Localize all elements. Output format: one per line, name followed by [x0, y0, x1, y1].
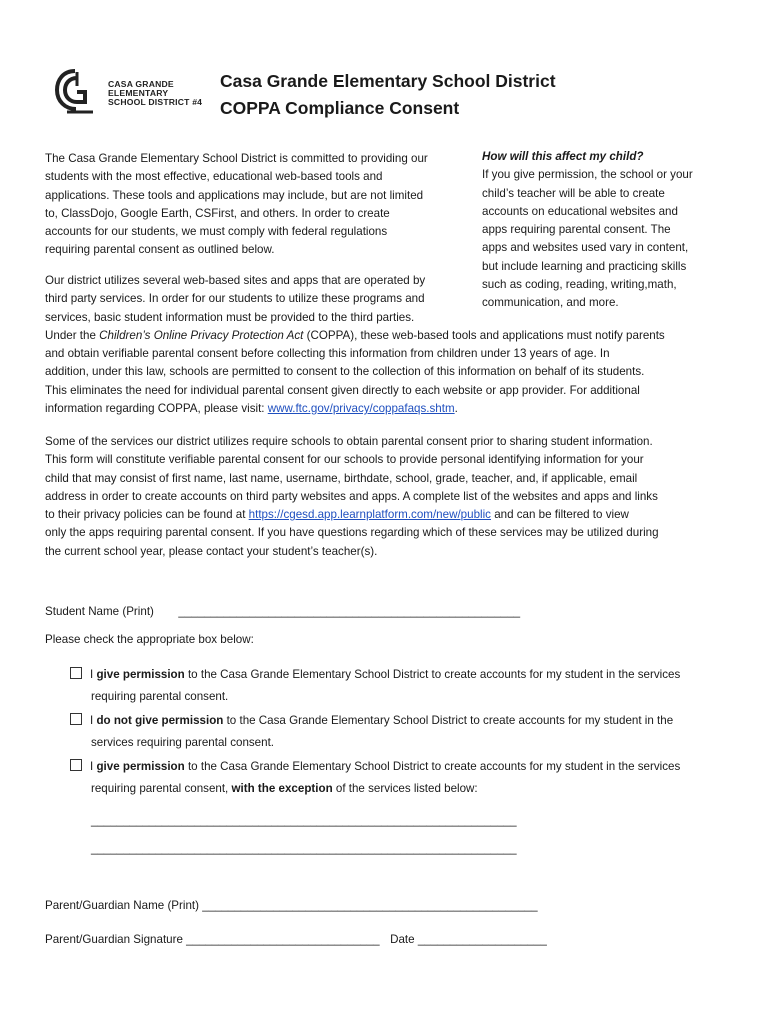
logo-line-1: CASA GRANDE — [108, 79, 174, 89]
intro-line: students with the most effective, educational web-based tools and — [45, 170, 383, 184]
student-name-row — [45, 603, 520, 621]
date-label: Date — [390, 933, 415, 946]
parent-name-label: Parent/Guardian Name (Print) — [45, 899, 200, 912]
option-line2-bold: with the exception — [231, 782, 333, 796]
link-prefix: to their privacy policies can be found at — [45, 508, 249, 522]
district-logo — [53, 68, 203, 114]
option-deny-permission — [70, 712, 740, 753]
signature-label: Parent/Guardian Signature — [45, 933, 183, 946]
exception-field-2[interactable]: __________________________________________________________________ — [91, 842, 517, 855]
exception-field-1[interactable]: __________________________________________________________________ — [91, 814, 517, 827]
logo-line-3: SCHOOL DISTRICT #4 — [108, 96, 203, 107]
option-give-permission — [70, 666, 740, 707]
services-line: the current school year, please contact your student’s teacher(s). — [45, 544, 378, 558]
option-prefix: I — [90, 760, 97, 773]
option-prefix: I — [90, 668, 97, 681]
sidebar-line: accounts on educational websites and — [482, 204, 678, 218]
intro-line: applications. These tools and applications may include, but are not limited — [45, 188, 424, 202]
intro-line: accounts for our students, we must comply with federal regulations — [45, 225, 388, 239]
services-line: Some of the services our district utilizes require schools to obtain parental consent prior to sharing student information. — [45, 435, 653, 448]
parent-name-row — [45, 897, 538, 915]
services-link-line — [45, 506, 735, 524]
learnplatform-link[interactable]: https://cgesd.app.learnplatform.com/new/public — [248, 508, 491, 522]
option-bold: do not give permission — [96, 714, 224, 727]
option-line-2 — [70, 780, 740, 798]
sidebar-line: child’s teacher will be able to create — [482, 186, 665, 200]
info-suffix: . — [454, 402, 458, 416]
coppa-line: This eliminates the need for individual parental consent given directly to each website or app provider. For additional — [45, 383, 640, 397]
logo-wordmark — [108, 80, 202, 106]
title-line-1: Casa Grande Elementary School District — [220, 71, 556, 91]
student-name-label: Student Name (Print) — [45, 605, 154, 618]
parent-name-field[interactable]: ____________________________________________________ — [202, 899, 538, 912]
sidebar-line: If you give permission, the school or your — [482, 168, 693, 182]
coppa-line: and obtain verifiable parental consent before collecting this information from children under 13 years of age. In — [45, 347, 610, 361]
option-bold: give permission — [96, 760, 185, 773]
option-line-2: services requiring parental consent. — [91, 736, 275, 750]
services-paragraph — [45, 433, 735, 561]
option-line2-rest: of the services listed below: — [332, 782, 478, 796]
option-rest: to the Casa Grande Elementary School District to create accounts for my student in the services — [184, 760, 681, 773]
sidebar-line: such as coding, reading, writing,math, — [482, 278, 677, 292]
sidebar-line: communication, and more. — [482, 296, 619, 310]
option-bold: give permission — [96, 668, 185, 681]
coppa-suffix: (COPPA), these web-based tools and applications must notify parents — [303, 328, 665, 342]
option-permission-with-exception — [70, 758, 740, 799]
option-line2-prefix: requiring parental consent, — [91, 782, 232, 796]
signature-field[interactable]: ______________________________ — [186, 933, 380, 946]
services-line: only the apps requiring parental consent. If you have questions regarding which of these services may be utilized during — [45, 526, 659, 540]
option-line-2: requiring parental consent. — [91, 690, 229, 704]
coppa-line: Our district utilizes several web-based sites and apps that are operated by — [45, 274, 426, 287]
district-logo-mark — [53, 68, 103, 114]
link-suffix: and can be filtered to view — [490, 508, 629, 522]
option-prefix: I — [90, 714, 97, 727]
coppa-paragraph — [45, 272, 735, 418]
exception-permission-checkbox[interactable] — [70, 759, 82, 771]
sidebar-line: but include learning and practicing skills — [482, 259, 687, 273]
coppa-act-name: Children’s Online Privacy Protection Act — [99, 328, 304, 342]
student-name-field[interactable]: _____________________________________________________ — [178, 605, 521, 618]
info-prefix: information regarding COPPA, please visit: — [45, 402, 268, 416]
coppa-line: services, basic student information must be provided to the third parties. — [45, 310, 415, 324]
sidebar-heading: How will this affect my child? — [482, 150, 644, 163]
intro-line: requiring parental consent as outlined below. — [45, 243, 275, 257]
signature-row — [45, 931, 547, 949]
services-line: This form will constitute verifiable parental consent for our schools to provide personal identifying information for your — [45, 453, 644, 467]
option-rest: to the Casa Grande Elementary School District to create accounts for my student in the — [223, 714, 674, 727]
sidebar-line: apps requiring parental consent. The — [482, 223, 671, 237]
check-prompt: Please check the appropriate box below: — [45, 633, 254, 646]
coppa-line: third party services. In order for our students to utilize these programs and — [45, 292, 425, 306]
logo-line-2: ELEMENTARY — [108, 87, 169, 98]
deny-permission-checkbox[interactable] — [70, 713, 82, 725]
coppa-act-line — [45, 327, 735, 345]
ftc-coppa-link[interactable]: www.ftc.gov/privacy/coppafaqs.shtm — [267, 402, 455, 416]
coppa-prefix: Under the — [45, 328, 100, 342]
document-title — [220, 68, 556, 122]
intro-line: The Casa Grande Elementary School District is committed to providing our — [45, 152, 428, 165]
intro-line: to, ClassDojo, Google Earth, CSFirst, and others. In order to create — [45, 206, 390, 220]
give-permission-checkbox[interactable] — [70, 667, 82, 679]
services-line: child that may consist of first name, last name, username, birthdate, school, grade, teacher, and, if applicable, email — [45, 471, 638, 485]
option-rest: to the Casa Grande Elementary School District to create accounts for my student in the services — [184, 668, 681, 681]
date-field[interactable]: ____________________ — [417, 933, 547, 946]
sidebar-line: apps and websites used vary in content, — [482, 241, 689, 255]
services-line: address in order to create accounts on third party websites and apps. A complete list of the websites and apps and links — [45, 489, 658, 503]
intro-paragraph — [45, 150, 475, 260]
title-line-2: COPPA Compliance Consent — [220, 98, 460, 118]
coppa-info-line — [45, 400, 735, 418]
coppa-line: addition, under this law, schools are permitted to consent to the collection of this information on behalf of its students. — [45, 365, 645, 379]
